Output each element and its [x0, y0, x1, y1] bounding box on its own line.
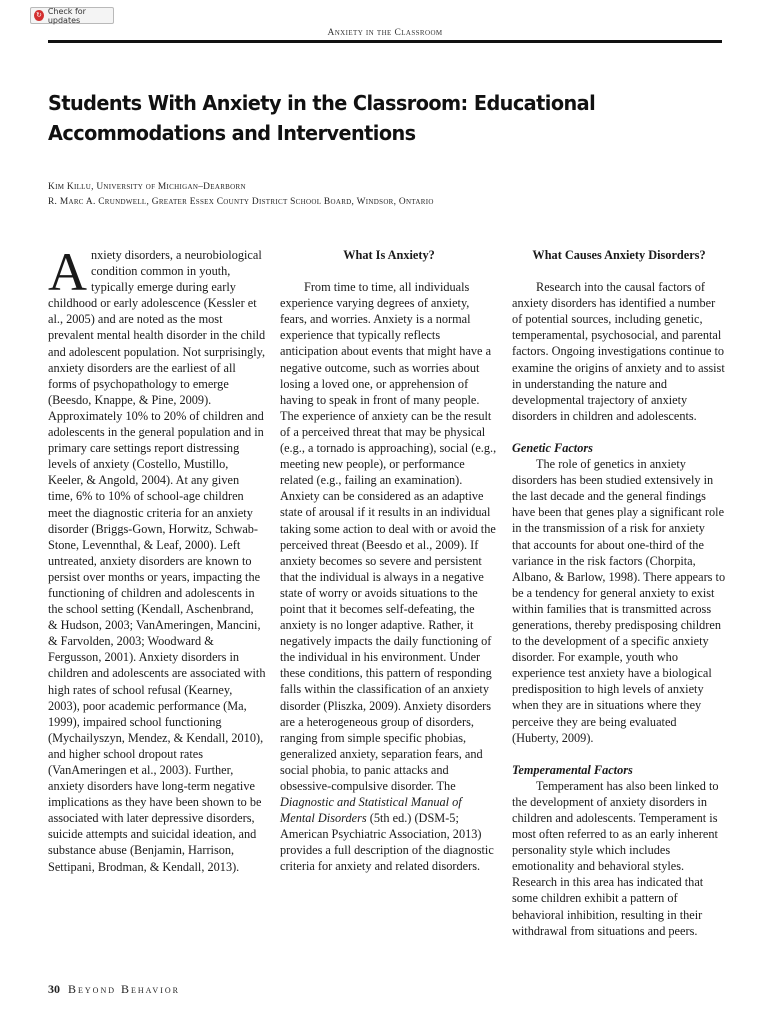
section-heading-what-is-anxiety: What Is Anxiety? [343, 248, 435, 262]
subheading-genetic-factors: Genetic Factors [512, 440, 593, 455]
author-1: Kim Killu, University of Michigan–Dearborn [48, 182, 246, 192]
section-heading-causes: What Causes Anxiety Disorders? [532, 248, 706, 262]
causes-intro-paragraph: Research into the causal factors of anxiety disorders has identified a number of potential sources, including genetic, temperamental, psychosocial, and parental factors. Ongoing investigations continue to examine the origins of anxiety and to assist in understanding the nature and developmental trajectory of anxiety disorders in children and adolescents. [512, 280, 725, 423]
author-list [48, 180, 728, 209]
journal-name: Beyond Behavior [68, 982, 180, 996]
paragraph-text-start: From time to time, all individuals experience varying degrees of anxiety, fears, and worries. Anxiety is a normal experience that typically reflects anticipation about events that might have a negative outcome, such as worries about losing a loved one, or apprehension of having to speak in front of many people. The experience of anxiety can be the result of a perceived threat that may be physical (e.g., a tornado is approaching), social (e.g., meeting new people), or performance related (e.g., failing an examination). Anxiety can be considered as an adaptive state of arousal if it results in an individual taking some action to deal with or avoid the perceived threat (Beesdo et al., 2009). If anxiety becomes so severe and persistent that the individual is always in a negative state of worry or avoids situations to the point that it becomes self-defeating, the anxiety is no longer adaptive. Rather, it negatively impacts the daily functioning of the individual in his environment. Under these conditions, this pattern of responding falls within the classification of an anxiety disorder (Pliszka, 2009). Anxiety disorders are a heterogeneous group of disorders, ranging from simple specific phobias, generalized anxiety, separation fears, and social phobia, to panic attacks and obsessive-compulsive disorder. The [280, 280, 497, 793]
column-2 [280, 247, 498, 875]
genetic-factors-paragraph: The role of genetics in anxiety disorders has been studied extensively in the last decade and the general findings have been that genes play a significant role in the transmission of a risk for anxiety that accounts for about one-third of the variance in the risk factors (Chorpita, Albano, & Barlow, 1998). There appears to be a tendency for general anxiety to exist within families that is transmitted across generations, thereby predisposing children to the development of a specific anxiety disorder. For example, youth who experience test anxiety have a biological predisposition to high levels of anxiety when they are in situations where they perceive they are being evaluated (Huberty, 2009). [512, 457, 726, 745]
refresh-icon: ↻ [35, 11, 42, 19]
article-title: Students With Anxiety in the Classroom: Educational Accommodations and Interventions [48, 91, 596, 145]
column-3 [512, 247, 726, 939]
what-is-anxiety-paragraph [280, 279, 498, 874]
dsm-title: Diagnostic and Statistical Manual of Mental Disorders [280, 795, 462, 826]
badge-label: Check for updates [47, 6, 86, 25]
check-for-updates-badge[interactable] [30, 7, 114, 24]
intro-paragraph [48, 242, 266, 875]
drop-cap: A [48, 242, 87, 302]
subheading-temperamental-factors: Temperamental Factors [512, 762, 633, 777]
intro-text: nxiety disorders, a neurobiological condition common in youth, typically emerge during early childhood or early adolescence (Kessler et al., 2005) and are noted as the most prevalent mental health disorder in the child and adolescent population. Not surprisingly, anxiety disorders are the earliest of all forms of psychopathology to emerge (Beesdo, Knappe, & Pine, 2009). Approximately 10% to 20% of children and adolescents in the general population and in primary care settings report distressing levels of anxiety (Costello, Mustillo, Keeler, & Angold, 2004). At any given time, 6% to 10% of school-age children meet the diagnostic criteria for an anxiety disorder (Briggs-Gown, Horwitz, Schwab-Stone, Levennthal, & Leaf, 2000). Left untreated, anxiety disorders are known to persist over months or years, impacting the functioning of children and adolescents in the school setting (Kendall, Aschenbrand, & Hudson, 2003; VanAmeringen, Mancini, & Farvolden, 2003; Woodward & Fergusson, 2001). Anxiety disorders in children and adolescents are associated with high rates of school refusal (Kearney, 2003), poor academic performance (Ma, 1999), impaired school functioning (Mychailyszyn, Mendez, & Kendall, 2010), and higher school dropout rates (VanAmeringen et al., 2003). Further, anxiety disorders have long-term negative implications as they have been shown to be associated with later depressive disorders, suicide attempts and suicidal ideation, and substance abuse (Benjamin, Harrison, Settipani, Brodman, & Kendall, 2013). [48, 248, 266, 874]
page-footer [48, 982, 180, 997]
running-head: Anxiety in the Classroom [327, 28, 443, 38]
paragraph-text-end: (5th ed.) (DSM-5; American Psychiatric Association, 2013) provides a full description of the diagnostic criteria for anxiety and related disorders. [280, 811, 494, 874]
author-2: R. Marc A. Crundwell, Greater Essex County District School Board, Windsor, Ontario [48, 196, 434, 207]
header-rule [48, 40, 722, 43]
page-number: 30 [48, 982, 60, 996]
column-1 [48, 242, 266, 875]
temperamental-factors-paragraph: Temperament has also been linked to the development of anxiety disorders in children and adolescents. Temperament is most often referred to as an early inherent personality style which includes emotionality and behavioral styles. Research in this area has indicated that some children exhibit a pattern of behavioral inhibition, resulting in their withdrawal from situations and peers. [512, 778, 719, 938]
